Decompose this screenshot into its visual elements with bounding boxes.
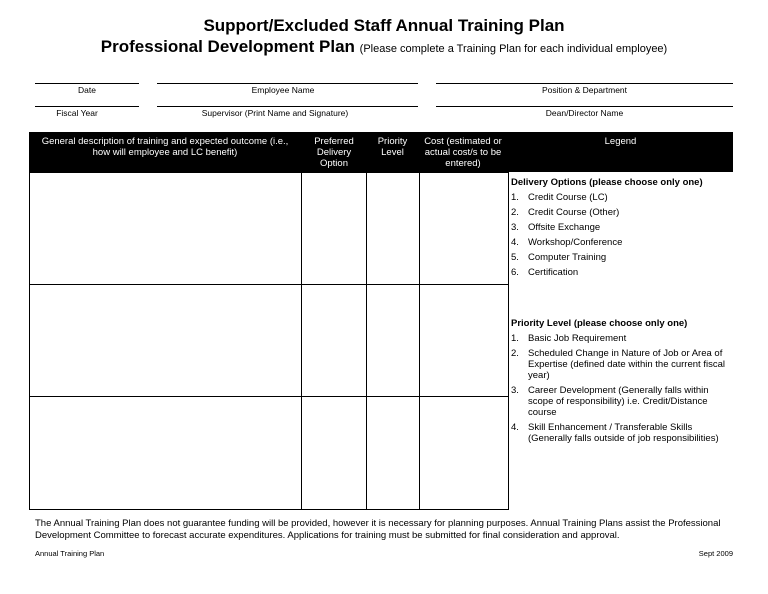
- page-subtitle: [0, 37, 768, 57]
- list-item: 2. Credit Course (Other): [511, 207, 620, 218]
- row2-priority-cell[interactable]: [367, 285, 418, 395]
- header-description: General description of training and expected outcome (i.e., how will employee and LC benefit): [41, 136, 289, 158]
- row1-delivery-cell[interactable]: [302, 173, 365, 283]
- header-cost: Cost (estimated or actual cost/s to be entered): [424, 136, 502, 169]
- employee-name-label: Employee Name: [251, 85, 315, 95]
- header-legend: Legend: [604, 136, 637, 147]
- employee-name-line[interactable]: [157, 83, 418, 84]
- list-item: 2. Scheduled Change in Nature of Job or Area of Expertise (defined date within the current fiscal year): [511, 348, 725, 381]
- position-line[interactable]: [436, 83, 733, 84]
- list-item: 4. Workshop/Conference: [511, 237, 623, 248]
- list-item: 1. Credit Course (LC): [511, 192, 608, 203]
- header-delivery: Preferred Delivery Option: [314, 136, 354, 169]
- header-priority: Priority Level: [377, 136, 408, 158]
- row3-cost-cell[interactable]: [420, 397, 506, 507]
- footer-left: Annual Training Plan: [35, 549, 105, 558]
- dean-label: Dean/Director Name: [545, 108, 624, 118]
- supervisor-label: Supervisor (Print Name and Signature): [201, 108, 349, 118]
- footer-right: Sept 2009: [698, 549, 733, 558]
- funding-note: The Annual Training Plan does not guarantee funding will be provided, however it is necessary for planning purposes. Annual Training Plans assist the Professional Development Committee to forecast accurate expenditures. Applications for training must be submitted for final consideration and approval.: [35, 518, 721, 541]
- list-item: 5. Computer Training: [511, 252, 607, 263]
- fiscal-year-line[interactable]: [35, 106, 139, 107]
- delivery-options-heading: Delivery Options (please choose only one): [511, 177, 703, 188]
- position-label: Position & Department: [541, 85, 628, 95]
- row1-cost-cell[interactable]: [420, 173, 506, 283]
- row3-description-cell[interactable]: [30, 397, 300, 507]
- dean-line[interactable]: [436, 106, 733, 107]
- delivery-options-list: [511, 192, 733, 282]
- fiscal-year-label: Fiscal Year: [56, 108, 98, 118]
- supervisor-line[interactable]: [157, 106, 418, 107]
- page-title: Support/Excluded Staff Annual Training Plan: [203, 16, 565, 35]
- list-item: 4. Skill Enhancement / Transferable Skills (Generally falls outside of job responsibilities): [511, 422, 719, 444]
- priority-level-heading: Priority Level (please choose only one): [511, 318, 688, 329]
- subtitle-main: Professional Development Plan: [100, 37, 355, 56]
- row3-delivery-cell[interactable]: [302, 397, 365, 507]
- list-item: 1. Basic Job Requirement: [511, 333, 627, 344]
- row3-priority-cell[interactable]: [367, 397, 418, 507]
- list-item: 3. Offsite Exchange: [511, 222, 601, 233]
- list-item: 6. Certification: [511, 267, 579, 278]
- row2-description-cell[interactable]: [30, 285, 300, 395]
- list-item: 3. Career Development (Generally falls within scope of responsibility) i.e. Credit/Distance course: [511, 385, 709, 418]
- row2-delivery-cell[interactable]: [302, 285, 365, 395]
- date-label: Date: [78, 85, 96, 95]
- priority-level-list: [511, 333, 733, 448]
- subtitle-instruction: (Please complete a Training Plan for each individual employee): [359, 43, 668, 55]
- row2-cost-cell[interactable]: [420, 285, 506, 395]
- date-line[interactable]: [35, 83, 139, 84]
- row1-priority-cell[interactable]: [367, 173, 418, 283]
- row1-description-cell[interactable]: [30, 173, 300, 283]
